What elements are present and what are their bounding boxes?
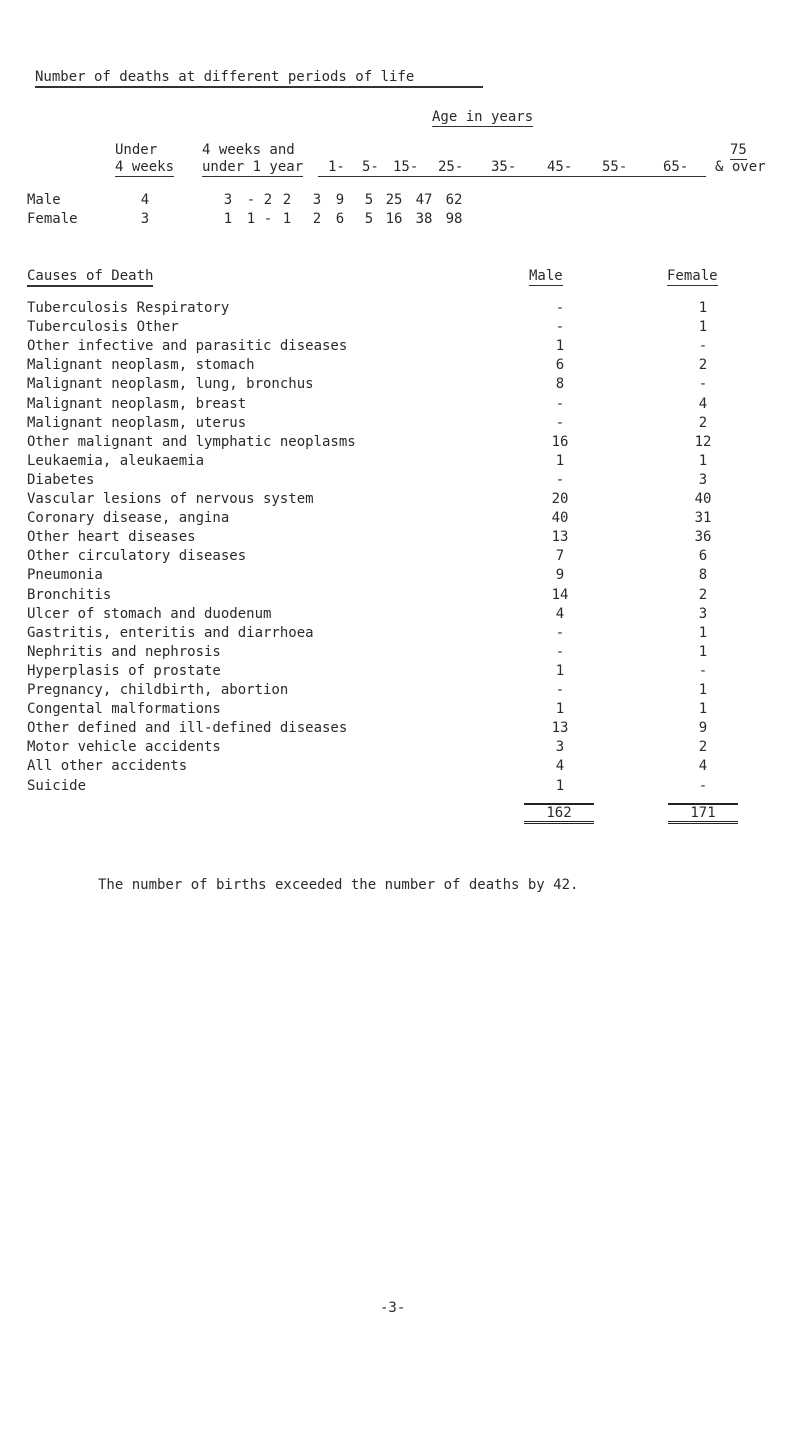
cause-female-count: - [698,376,708,393]
cell: 47 [415,192,433,208]
cell: 9 [335,192,345,208]
col-25: 25- [438,159,464,175]
cause-label: Pneumonia [27,567,103,584]
cause-male-count: 4 [555,605,565,622]
cause-male-count: 1 [555,662,565,679]
header-rule [318,176,706,177]
cause-label: Tuberculosis Respiratory [27,300,230,316]
cause-male-count: - [555,682,565,698]
cause-label: Leukaemia, aleukaemia [27,452,205,469]
cause-female-count: 1 [698,300,708,316]
cause-male-count: - [555,624,565,641]
cause-female-count: 4 [698,758,708,775]
cause-label: Hyperplasis of prostate [27,662,221,679]
col-65: 65- [663,159,689,175]
cause-male-count: 4 [555,758,565,775]
col-55: 55- [602,159,628,175]
cell: 2 [282,192,292,208]
male-column-heading: Male [529,268,563,284]
col-4-weeks-line2: under 1 year [202,159,304,175]
cell: 3 [140,211,150,227]
cell: 3 [312,192,322,208]
cell: - [246,192,256,208]
cell: 38 [415,211,433,227]
cause-male-count: - [555,395,565,412]
cause-female-count: 1 [698,624,708,641]
cause-label: Other infective and parasitic diseases [27,338,348,355]
cause-label: Other defined and ill-defined diseases [27,720,348,737]
cause-label: Coronary disease, angina [27,510,230,527]
cause-female-count: 1 [698,701,708,718]
cause-label: Malignant neoplasm, stomach [27,357,255,374]
cause-female-count: 9 [698,720,708,737]
cause-label: Other circulatory diseases [27,548,247,565]
cause-label: Malignant neoplasm, uterus [27,414,247,431]
cell: 4 [140,192,150,208]
cause-label: Malignant neoplasm, lung, bronchus [27,376,314,393]
cause-male-count: 1 [555,777,565,794]
cell: 5 [364,192,374,208]
cause-male-count: - [555,300,565,316]
footer-note: The number of births exceeded the number of deaths by 42. [98,877,579,893]
cause-female-count: 1 [698,452,708,469]
cell: 1 [282,211,292,227]
cause-female-count: 4 [698,395,708,412]
cause-label: Bronchitis [27,586,112,603]
col-5: 5- [362,159,379,175]
cause-female-count: 36 [694,529,712,546]
row-label-female: Female [27,211,78,227]
cause-male-count: 6 [555,357,565,374]
cell: 1 [223,211,233,227]
cause-female-count: 1 [698,682,708,698]
cell: 25 [385,192,403,208]
cause-female-count: 31 [694,510,712,527]
cause-male-count: 8 [555,376,565,393]
cell: 1 [246,211,256,227]
page-number: -3- [380,1300,406,1316]
cause-female-count: - [698,777,708,794]
cause-female-count: - [698,662,708,679]
cell: 16 [385,211,403,227]
total-female: 171 [668,803,738,824]
cell: 98 [445,211,463,227]
cause-male-count: 40 [551,510,569,527]
row-label-male: Male [27,192,61,208]
cause-label: Congental malformations [27,701,221,718]
col-under-4-weeks-line2: 4 weeks [115,159,175,175]
cell: 6 [335,211,345,227]
cell: 5 [364,211,374,227]
cause-label: Diabetes [27,471,95,488]
cause-label: Malignant neoplasm, breast [27,395,247,412]
cause-female-count: 2 [698,357,708,374]
cause-male-count: 1 [555,452,565,469]
cause-male-count: 1 [555,701,565,718]
cause-male-count: - [555,643,565,660]
cause-female-count: 2 [698,586,708,603]
col-35: 35- [491,159,517,175]
col-75-line1: 75 [730,142,747,158]
causes-of-death-heading: Causes of Death [27,268,153,287]
cause-female-count: 12 [694,433,712,450]
cause-label: Pregnancy, childbirth, abortion [27,682,289,698]
cause-male-count: 1 [555,338,565,355]
cell: 62 [445,192,463,208]
col-4-weeks-line1: 4 weeks and [202,142,295,158]
age-in-years-heading: Age in years [432,109,534,125]
cause-label: Other malignant and lymphatic neoplasms [27,433,356,450]
col-15: 15- [393,159,419,175]
cause-male-count: 13 [551,720,569,737]
col-75-line2: & over [715,159,766,175]
cause-label: Tuberculosis Other [27,319,179,336]
cause-male-count: 20 [551,491,569,507]
cause-female-count: 1 [698,319,708,336]
total-male: 162 [524,803,594,824]
cell: 2 [312,211,322,227]
cause-label: Gastritis, enteritis and diarrhoea [27,624,314,641]
cause-female-count: 6 [698,548,708,565]
cause-label: All other accidents [27,758,188,775]
cause-label: Ulcer of stomach and duodenum [27,605,272,622]
cell: 2 [263,192,273,208]
cause-male-count: 16 [551,433,569,450]
cause-male-count: 13 [551,529,569,546]
cause-female-count: 40 [694,491,712,507]
cause-female-count: 1 [698,643,708,660]
cause-female-count: 8 [698,567,708,584]
cause-label: Motor vehicle accidents [27,739,221,756]
cause-male-count: 9 [555,567,565,584]
cause-female-count: 3 [698,471,708,488]
cause-male-count: - [555,414,565,431]
cause-male-count: 14 [551,586,569,603]
cause-label: Vascular lesions of nervous system [27,491,314,507]
cause-male-count: - [555,471,565,488]
cause-label: Other heart diseases [27,529,196,546]
col-1: 1- [328,159,345,175]
cell: 3 [223,192,233,208]
cause-male-count: 3 [555,739,565,756]
col-under-4-weeks-line1: Under [115,142,158,158]
col-45: 45- [547,159,573,175]
page-title: Number of deaths at different periods of life [35,69,483,88]
cause-female-count: 2 [698,739,708,756]
cause-label: Suicide [27,777,87,794]
cause-female-count: - [698,338,708,355]
cause-label: Nephritis and nephrosis [27,643,221,660]
cause-female-count: 3 [698,605,708,622]
cause-male-count: - [555,319,565,336]
cause-female-count: 2 [698,414,708,431]
cell: - [263,211,273,227]
cause-male-count: 7 [555,548,565,565]
female-column-heading: Female [667,268,718,284]
